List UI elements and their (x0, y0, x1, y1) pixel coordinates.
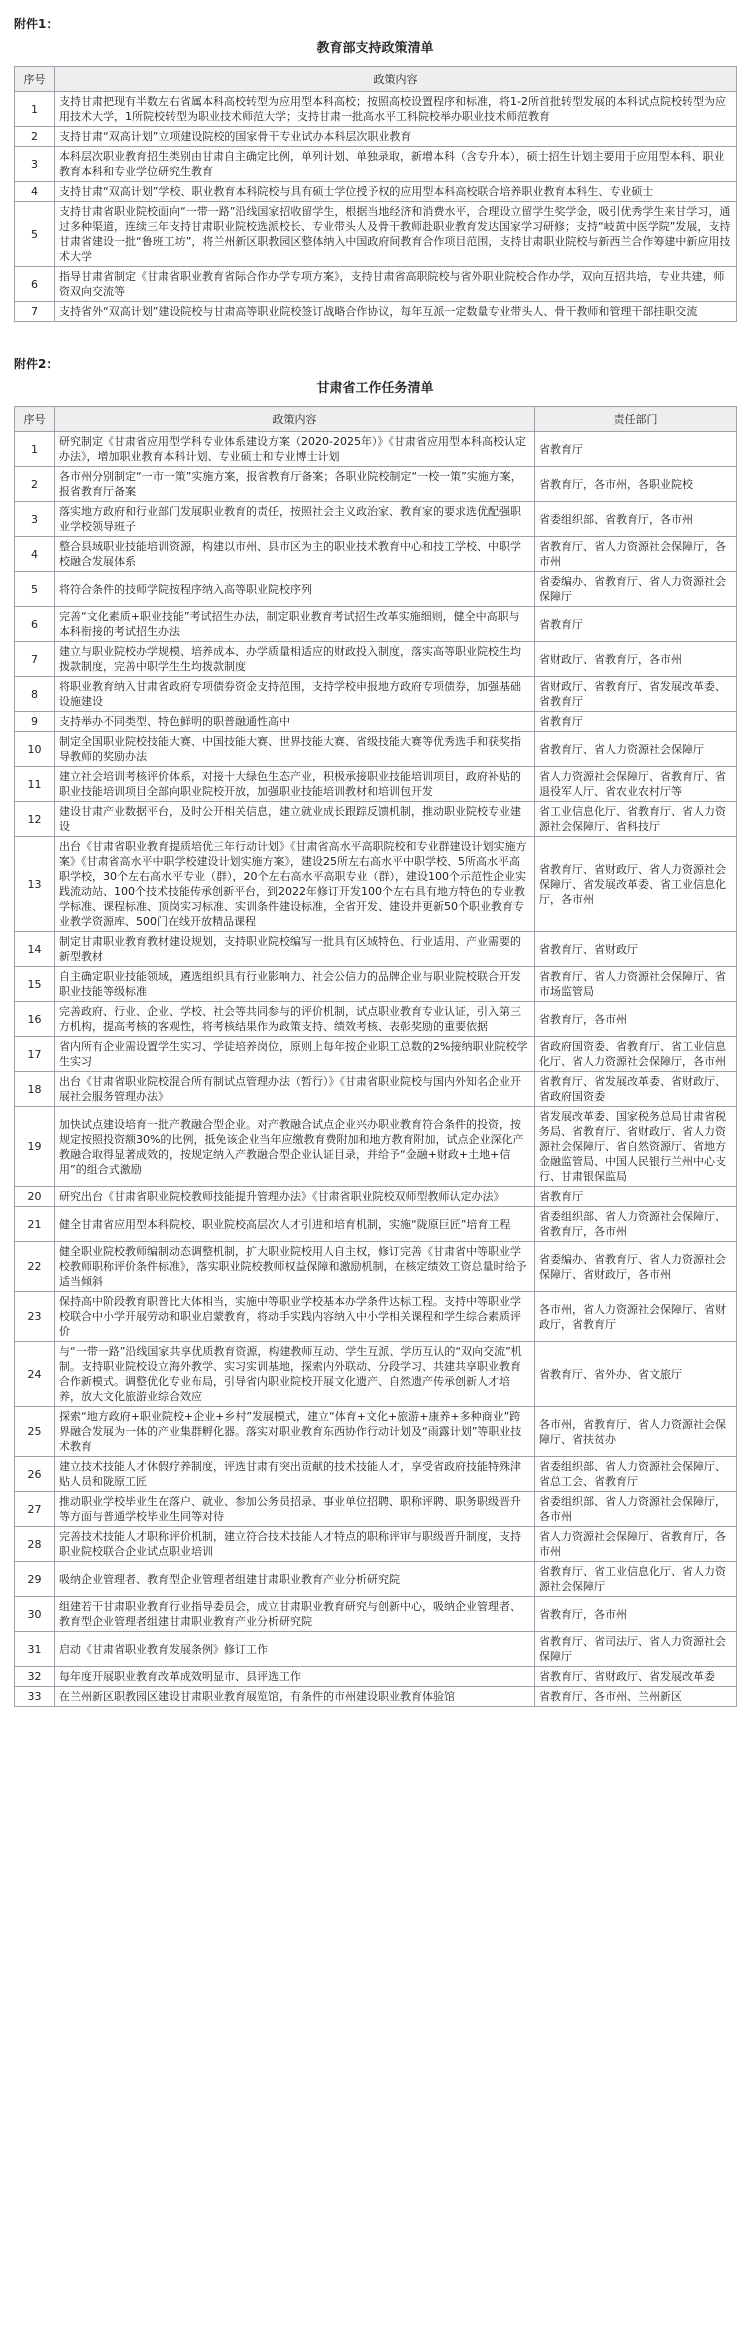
responsible-department: 省教育厅、省人力资源社会保障厅，各市州 (535, 537, 737, 572)
annex2-title: 甘肃省工作任务清单 (316, 381, 434, 396)
policy-content: 将职业教育纳入甘肃省政府专项债券资金支持范围，支持学校申报地方政府专项债券，加强基础设施建设 (55, 677, 535, 712)
row-number: 2 (15, 127, 55, 147)
responsible-department: 省教育厅、省司法厅、省人力资源社会保障厅 (535, 1632, 737, 1667)
table-header-row (15, 407, 737, 432)
policy-content: 完善政府、行业、企业、学校、社会等共同参与的评价机制，试点职业教育专业认证，引入第三方机构，提高考核的客观性，将考核结果作为政策支持、绩效考核、表彰奖励的重要依据 (55, 1002, 535, 1037)
row-number: 6 (15, 607, 55, 642)
row-number: 21 (15, 1207, 55, 1242)
table-row (15, 1107, 737, 1187)
responsible-department: 省教育厅，各市州 (535, 1002, 737, 1037)
table-row (15, 1687, 737, 1707)
table-row (15, 1407, 737, 1457)
responsible-department: 省教育厅 (535, 607, 737, 642)
table-row (15, 932, 737, 967)
policy-content: 研究制定《甘肃省应用型学科专业体系建设方案（2020-2025年）》《甘肃省应用型本科高校认定办法》，增加职业教育本科计划、专业硕士和专业博士计划 (55, 432, 535, 467)
row-number: 3 (15, 502, 55, 537)
table-row (15, 202, 737, 267)
responsible-department: 省教育厅，各市州 (535, 1597, 737, 1632)
table-row (15, 1597, 737, 1632)
responsible-department: 省工业信息化厅、省教育厅、省人力资源社会保障厅、省科技厅 (535, 802, 737, 837)
table-row (15, 1492, 737, 1527)
row-number: 11 (15, 767, 55, 802)
column-header-content: 政策内容 (55, 407, 535, 432)
row-number: 5 (15, 202, 55, 267)
annex1-label: 附件1： (14, 17, 59, 31)
policy-content: 制定甘肃职业教育教材建设规划，支持职业院校编写一批具有区域特色、行业适用、产业需要的新型教材 (55, 932, 535, 967)
policy-content: 研究出台《甘肃省职业院校教师技能提升管理办法》《甘肃省职业院校双师型教师认定办法》 (55, 1187, 535, 1207)
policy-content: 在兰州新区职教园区建设甘肃职业教育展览馆，有条件的市州建设职业教育体验馆 (55, 1687, 535, 1707)
annex1-title: 教育部支持政策清单 (316, 41, 434, 56)
page (0, 12, 750, 1707)
policy-content: 保持高中阶段教育职普比大体相当，实施中等职业学校基本办学条件达标工程。支持中等职业学校联合中小学开展劳动和职业启蒙教育，将动手实践内容纳入中小学相关课程和学生综合素质评价 (55, 1292, 535, 1342)
policy-content: 指导甘肃省制定《甘肃省职业教育省际合作办学专项方案》，支持甘肃省高职院校与省外职业院校合作办学，双向互招共培，专业共建，师资双向交流等 (55, 267, 737, 302)
row-number: 27 (15, 1492, 55, 1527)
row-number: 20 (15, 1187, 55, 1207)
responsible-department: 省委组织部、省人力资源社会保障厅、省总工会、省教育厅 (535, 1457, 737, 1492)
row-number: 26 (15, 1457, 55, 1492)
policy-content: 落实地方政府和行业部门发展职业教育的责任，按照社会主义政治家、教育家的要求选优配强职业学校领导班子 (55, 502, 535, 537)
row-number: 5 (15, 572, 55, 607)
annex2-label: 附件2： (14, 357, 59, 371)
responsible-department: 省教育厅、省财政厅 (535, 932, 737, 967)
policy-content: 组建若干甘肃职业教育行业指导委员会，成立甘肃职业教育研究与创新中心，吸纳企业管理者、教育型企业管理者组建甘肃职业教育产业分析研究院 (55, 1597, 535, 1632)
annex1-table-body (15, 92, 737, 322)
row-number: 18 (15, 1072, 55, 1107)
table-row (15, 607, 737, 642)
responsible-department: 省教育厅、省财政厅、省发展改革委 (535, 1667, 737, 1687)
policy-content: 支持甘肃把现有半数左右省属本科高校转型为应用型本科高校；按照高校设置程序和标准，将1-2所首批转型发展的本科试点院校转型为应用技术大学，1所院校转型为职业技术师范大学；支持甘肃一批高水平工科院校举办职业技术师范教育 (55, 92, 737, 127)
row-number: 30 (15, 1597, 55, 1632)
annex2-table (14, 406, 737, 1707)
row-number: 10 (15, 732, 55, 767)
policy-content: 支持举办不同类型、特色鲜明的职普融通性高中 (55, 712, 535, 732)
table-row (15, 1667, 737, 1687)
responsible-department: 省委编办、省教育厅、省人力资源社会保障厅、省财政厅，各市州 (535, 1242, 737, 1292)
responsible-department: 省教育厅、省人力资源社会保障厅、省市场监管局 (535, 967, 737, 1002)
table-row (15, 537, 737, 572)
policy-content: 支持甘肃“双高计划”立项建设院校的国家骨干专业试办本科层次职业教育 (55, 127, 737, 147)
table-row (15, 837, 737, 932)
responsible-department: 省教育厅、省外办、省文旅厅 (535, 1342, 737, 1407)
column-header-dept: 责任部门 (535, 407, 737, 432)
policy-content: 完善技术技能人才职称评价机制，建立符合技术技能人才特点的职称评审与职级晋升制度，支持职业院校联合企业试点职业培训 (55, 1527, 535, 1562)
table-row (15, 432, 737, 467)
policy-content: 建设甘肃产业数据平台，及时公开相关信息，建立就业成长跟踪反馈机制，推动职业院校专业建设 (55, 802, 535, 837)
policy-content: 自主确定职业技能领域，遴选组织具有行业影响力、社会公信力的品牌企业与职业院校联合开发职业技能等级标准 (55, 967, 535, 1002)
policy-content: 完善“文化素质+职业技能”考试招生办法，制定职业教育考试招生改革实施细则，健全中高职与本科衔接的考试招生办法 (55, 607, 535, 642)
policy-content: 建立社会培训考核评价体系，对接十大绿色生态产业，积极承接职业技能培训项目，政府补贴的职业技能培训项目全部向职业院校开放，加强职业技能培训教材和培训包开发 (55, 767, 535, 802)
table-row (15, 732, 737, 767)
policy-content: 将符合条件的技师学院按程序纳入高等职业院校序列 (55, 572, 535, 607)
row-number: 23 (15, 1292, 55, 1342)
row-number: 12 (15, 802, 55, 837)
row-number: 24 (15, 1342, 55, 1407)
responsible-department: 省人力资源社会保障厅、省教育厅，各市州 (535, 1527, 737, 1562)
annex1-table (14, 66, 737, 322)
row-number: 14 (15, 932, 55, 967)
column-header-no: 序号 (15, 67, 55, 92)
table-row (15, 1342, 737, 1407)
table-row (15, 1037, 737, 1072)
policy-content: 启动《甘肃省职业教育发展条例》修订工作 (55, 1632, 535, 1667)
table-row (15, 267, 737, 302)
row-number: 32 (15, 1667, 55, 1687)
table-row (15, 502, 737, 537)
table-row (15, 1292, 737, 1342)
table-row (15, 572, 737, 607)
table-row (15, 712, 737, 732)
row-number: 2 (15, 467, 55, 502)
policy-content: 吸纳企业管理者、教育型企业管理者组建甘肃职业教育产业分析研究院 (55, 1562, 535, 1597)
row-number: 7 (15, 642, 55, 677)
table-row (15, 92, 737, 127)
row-number: 6 (15, 267, 55, 302)
row-number: 7 (15, 302, 55, 322)
table-row (15, 1562, 737, 1597)
row-number: 25 (15, 1407, 55, 1457)
policy-content: 整合县域职业技能培训资源，构建以市州、县市区为主的职业技术教育中心和技工学校、中职学校融合发展体系 (55, 537, 535, 572)
responsible-department: 各市州，省人力资源社会保障厅、省财政厅，省教育厅 (535, 1292, 737, 1342)
policy-content: 支持甘肃“双高计划”学校、职业教育本科院校与具有硕士学位授予权的应用型本科高校联合培养职业教育本科生、专业硕士 (55, 182, 737, 202)
table-row (15, 1632, 737, 1667)
policy-content: 推动职业学校毕业生在落户、就业、参加公务员招录、事业单位招聘、职称评聘、职务职级晋升等方面与普通学校毕业生同等对待 (55, 1492, 535, 1527)
row-number: 28 (15, 1527, 55, 1562)
table-row (15, 182, 737, 202)
policy-content: 出台《甘肃省职业院校混合所有制试点管理办法（暂行）》《甘肃省职业院校与国内外知名企业开展社会服务管理办法》 (55, 1072, 535, 1107)
table-row (15, 1072, 737, 1107)
row-number: 31 (15, 1632, 55, 1667)
responsible-department: 省委组织部、省人力资源社会保障厅、省教育厅，各市州 (535, 1207, 737, 1242)
responsible-department: 省教育厅、省财政厅、省人力资源社会保障厅、省发展改革委、省工业信息化厅，各市州 (535, 837, 737, 932)
table-row (15, 1527, 737, 1562)
row-number: 4 (15, 537, 55, 572)
responsible-department: 省政府国资委、省教育厅、省工业信息化厅、省人力资源社会保障厅，各市州 (535, 1037, 737, 1072)
responsible-department: 省教育厅、省发展改革委、省财政厅、省政府国资委 (535, 1072, 737, 1107)
column-header-no: 序号 (15, 407, 55, 432)
responsible-department: 省人力资源社会保障厅、省教育厅、省退役军人厅、省农业农村厅等 (535, 767, 737, 802)
responsible-department: 各市州，省教育厅、省人力资源社会保障厅、省扶贫办 (535, 1407, 737, 1457)
policy-content: 本科层次职业教育招生类别由甘肃自主确定比例，单列计划、单独录取，新增本科（含专升本），硕士招生计划主要用于应用型本科、职业教育本科和专业学位研究生教育 (55, 147, 737, 182)
responsible-department: 省教育厅、省人力资源社会保障厅 (535, 732, 737, 767)
row-number: 17 (15, 1037, 55, 1072)
table-row (15, 642, 737, 677)
policy-content: 建立与职业院校办学规模、培养成本、办学质量相适应的财政投入制度，落实高等职业院校生均拨款制度，完善中职学生生均拨款制度 (55, 642, 535, 677)
policy-content: 每年度开展职业教育改革成效明显市、县评选工作 (55, 1667, 535, 1687)
responsible-department: 省教育厅、省工业信息化厅、省人力资源社会保障厅 (535, 1562, 737, 1597)
table-row (15, 1187, 737, 1207)
table-row (15, 1242, 737, 1292)
row-number: 13 (15, 837, 55, 932)
annex2-table-body (15, 432, 737, 1707)
row-number: 1 (15, 92, 55, 127)
policy-content: 探索“地方政府+职业院校+企业+乡村”发展模式，建立“体育+文化+旅游+康养+多种商业”跨界融合发展为一体的产业集群孵化器。落实对职业教育东西协作行动计划及“雨露计划”等职业技术教育 (55, 1407, 535, 1457)
policy-content: 健全职业院校教师编制动态调整机制，扩大职业院校用人自主权，修订完善《甘肃省中等职业学校教师职称评价条件标准》，落实职业院校教师权益保障和激励机制，在核定绩效工资总量时给予适当倾斜 (55, 1242, 535, 1292)
responsible-department: 省发展改革委、国家税务总局甘肃省税务局、省教育厅、省财政厅、省人力资源社会保障厅、省自然资源厅、省地方金融监管局、中国人民银行兰州中心支行、甘肃银保监局 (535, 1107, 737, 1187)
table-row (15, 1207, 737, 1242)
row-number: 22 (15, 1242, 55, 1292)
row-number: 33 (15, 1687, 55, 1707)
responsible-department: 省财政厅、省教育厅、省发展改革委、省教育厅 (535, 677, 737, 712)
row-number: 29 (15, 1562, 55, 1597)
table-row (15, 1002, 737, 1037)
table-row (15, 767, 737, 802)
row-number: 9 (15, 712, 55, 732)
row-number: 15 (15, 967, 55, 1002)
responsible-department: 省委组织部、省教育厅，各市州 (535, 502, 737, 537)
policy-content: 健全甘肃省应用型本科院校、职业院校高层次人才引进和培育机制，实施“陇原巨匠”培育工程 (55, 1207, 535, 1242)
responsible-department: 省教育厅 (535, 712, 737, 732)
table-header-row (15, 67, 737, 92)
responsible-department: 省教育厅、各市州、兰州新区 (535, 1687, 737, 1707)
row-number: 4 (15, 182, 55, 202)
policy-content: 出台《甘肃省职业教育提质培优三年行动计划》《甘肃省高水平高职院校和专业群建设计划实施方案》《甘肃省高水平中职学校建设计划实施方案》，建设25所左右高水平中职学校、5所高水平高职学校，30个左右高水平专业（群），20个左右高水平高职专业（群），建设100个示范性企业实践流动站、100个技术技能传承创新平台，到2022年修订开发100个左右具有地方特色的专业教学标准、课程标准、顶岗实习标准、实训条件建设标准，全省开发、建设并更新50个职业教育专业教学资源库、500门在线开放精品课程 (55, 837, 535, 932)
row-number: 16 (15, 1002, 55, 1037)
column-header-content: 政策内容 (55, 67, 737, 92)
responsible-department: 省委编办、省教育厅、省人力资源社会保障厅 (535, 572, 737, 607)
policy-content: 制定全国职业院校技能大赛、中国技能大赛、世界技能大赛、省级技能大赛等优秀选手和获奖指导教师的奖励办法 (55, 732, 535, 767)
table-row (15, 677, 737, 712)
policy-content: 加快试点建设培育一批产教融合型企业。对产教融合试点企业兴办职业教育符合条件的投资，按规定按照投资额30%的比例，抵免该企业当年应缴教育费附加和地方教育附加，试点企业深化产教融合取得显著成效的，按规定纳入产教融合型企业认证目录，并给予“金融+财政+土地+信用”的组合式激励 (55, 1107, 535, 1187)
table-row (15, 802, 737, 837)
policy-content: 省内所有企业需设置学生实习、学徒培养岗位，原则上每年按企业职工总数的2%接纳职业院校学生实习 (55, 1037, 535, 1072)
row-number: 3 (15, 147, 55, 182)
table-row (15, 302, 737, 322)
policy-content: 建立技术技能人才休假疗养制度，评选甘肃有突出贡献的技术技能人才，享受省政府技能特殊津贴人员和陇原工匠 (55, 1457, 535, 1492)
policy-content: 支持甘肃省职业院校面向“一带一路”沿线国家招收留学生，根据当地经济和消费水平，合理设立留学生奖学金，吸引优秀学生来甘学习，通过多种渠道，连续三年支持甘肃职业院校选派校长、专业带头人及骨干教师赴职业教育发达国家学习研修；支持“岐黄中医学院”发展，支持甘肃省建设一批“鲁班工坊”，将兰州新区职教园区整体纳入中国政府间教育合作项目范围，支持甘肃职业院校与新西兰合作筹建中新应用技术大学 (55, 202, 737, 267)
policy-content: 各市州分别制定“一市一策”实施方案，报省教育厅备案；各职业院校制定“一校一策”实施方案，报省教育厅备案 (55, 467, 535, 502)
row-number: 8 (15, 677, 55, 712)
responsible-department: 省财政厅、省教育厅，各市州 (535, 642, 737, 677)
responsible-department: 省教育厅，各市州，各职业院校 (535, 467, 737, 502)
policy-content: 与“一带一路”沿线国家共享优质教育资源，构建教师互动、学生互派、学历互认的“双向交流”机制。支持职业院校设立海外教学、实习实训基地，探索内外联动、分段学习、共建共享职业教育合作新模式。调整优化专业布局，引导省内职业院校开展文化遗产、自然遗产传承创新人才培养，放大文化旅游业综合效应 (55, 1342, 535, 1407)
responsible-department: 省委组织部、省人力资源社会保障厅，各市州 (535, 1492, 737, 1527)
table-row (15, 467, 737, 502)
table-row (15, 127, 737, 147)
table-row (15, 1457, 737, 1492)
table-row (15, 147, 737, 182)
table-row (15, 967, 737, 1002)
row-number: 19 (15, 1107, 55, 1187)
row-number: 1 (15, 432, 55, 467)
responsible-department: 省教育厅 (535, 1187, 737, 1207)
policy-content: 支持省外“双高计划”建设院校与甘肃高等职业院校签订战略合作协议，每年互派一定数量专业带头人、骨干教师和管理干部挂职交流 (55, 302, 737, 322)
responsible-department: 省教育厅 (535, 432, 737, 467)
